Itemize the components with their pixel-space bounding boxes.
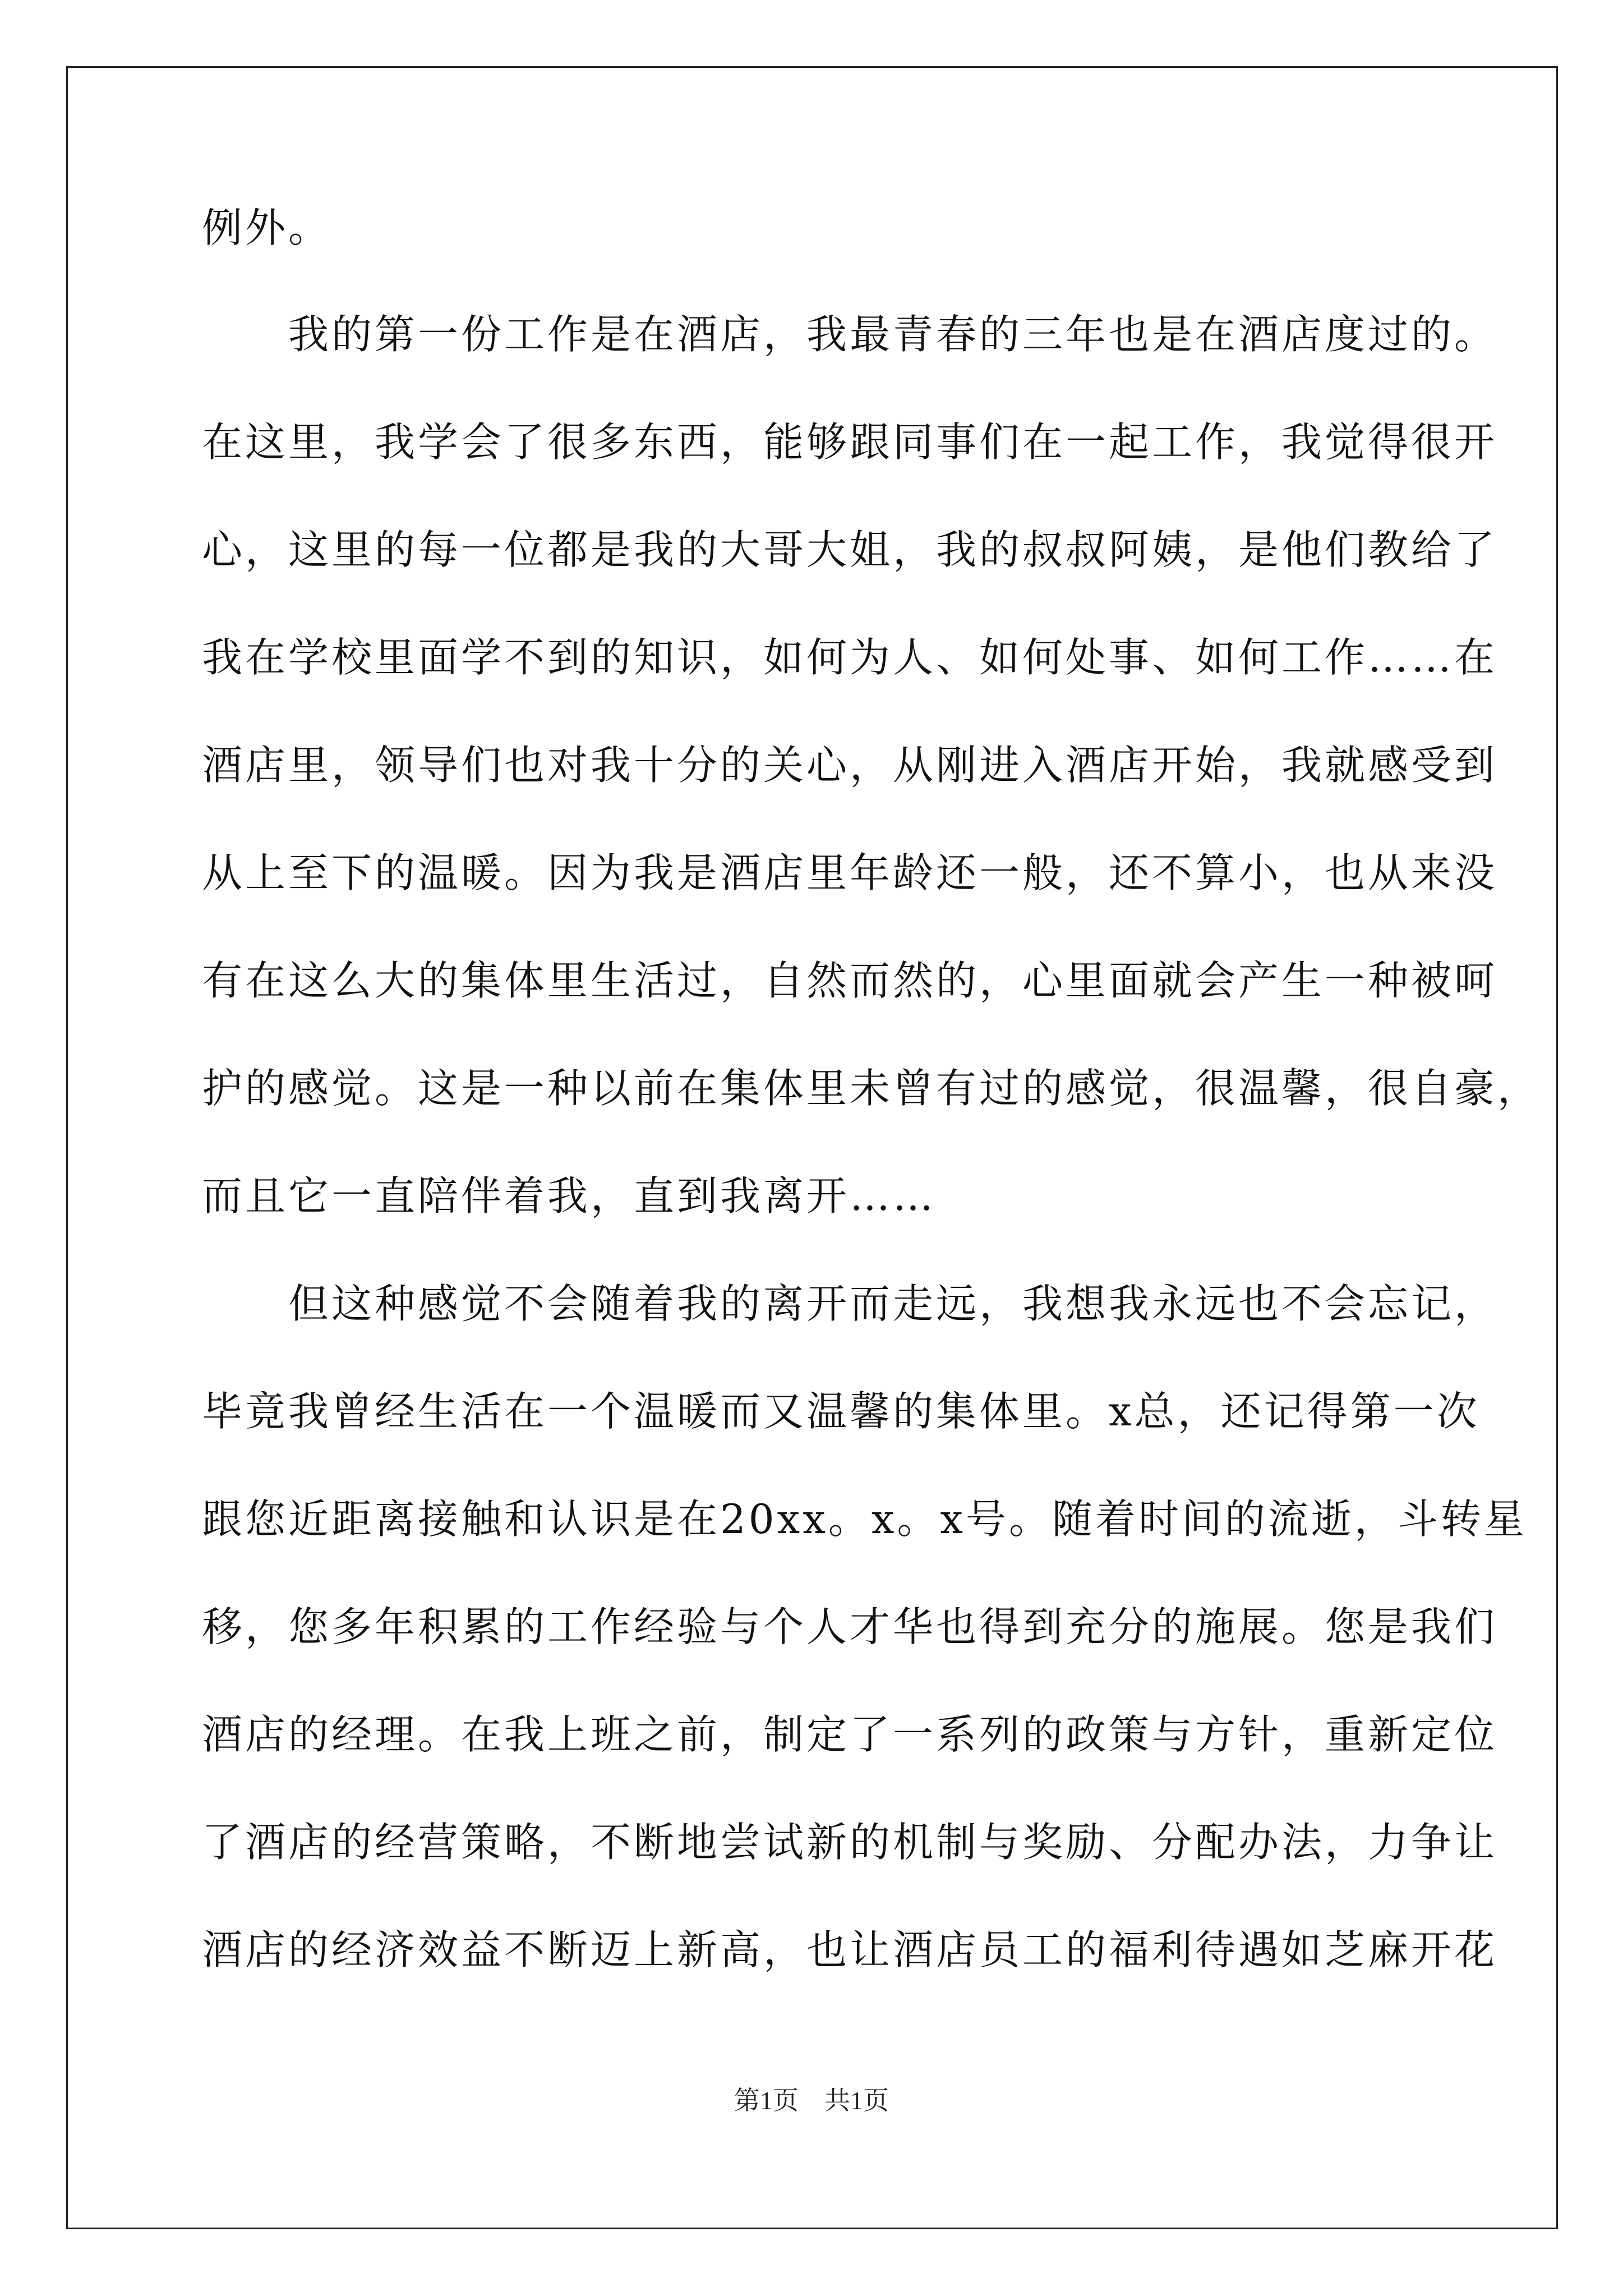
text-line-11: 但这种感觉不会随着我的离开而走远，我想我永远也不会忘记， bbox=[202, 1280, 1498, 1327]
text-line-4: 心，这里的每一位都是我的大哥大姐，我的叔叔阿姨，是他们教给了 bbox=[202, 526, 1498, 573]
text-line-9: 护的感觉。这是一种以前在集体里未曾有过的感觉，很温馨，很自豪， bbox=[202, 1065, 1541, 1112]
text-line-15: 酒店的经理。在我上班之前，制定了一系列的政策与方针，重新定位 bbox=[202, 1711, 1498, 1758]
text-line-6: 酒店里，领导们也对我十分的关心，从刚进入酒店开始，我就感受到 bbox=[202, 742, 1498, 789]
text-line-14: 移，您多年积累的工作经验与个人才华也得到充分的施展。您是我们 bbox=[202, 1603, 1498, 1650]
text-line-2: 我的第一份工作是在酒店，我最青春的三年也是在酒店度过的。 bbox=[202, 311, 1498, 358]
text-line-5: 我在学校里面学不到的知识，如何为人、如何处事、如何工作……在 bbox=[202, 634, 1498, 681]
text-line-17: 酒店的经济效益不断迈上新高，也让酒店员工的福利待遇如芝麻开花 bbox=[202, 1926, 1498, 1973]
text-line-16: 了酒店的经营策略，不断地尝试新的机制与奖励、分配办法，力争让 bbox=[202, 1819, 1498, 1866]
page-border bbox=[66, 66, 1558, 2229]
text-line-3: 在这里，我学会了很多东西，能够跟同事们在一起工作，我觉得很开 bbox=[202, 418, 1498, 466]
page-footer: 第1页 共1页 bbox=[734, 2086, 889, 2115]
text-line-7: 从上至下的温暖。因为我是酒店里年龄还一般，还不算小，也从来没 bbox=[202, 849, 1498, 896]
text-line-1: 例外。 bbox=[202, 204, 332, 251]
text-line-12: 毕竟我曾经生活在一个温暖而又温馨的集体里。x总，还记得第一次 bbox=[202, 1388, 1480, 1435]
text-line-8: 有在这么大的集体里生活过，自然而然的，心里面就会产生一种被呵 bbox=[202, 957, 1498, 1004]
text-line-10: 而且它一直陪伴着我，直到我离开…… bbox=[202, 1172, 937, 1220]
text-line-13: 跟您近距离接触和认识是在20xx。x。x号。随着时间的流逝，斗转星 bbox=[202, 1496, 1528, 1543]
